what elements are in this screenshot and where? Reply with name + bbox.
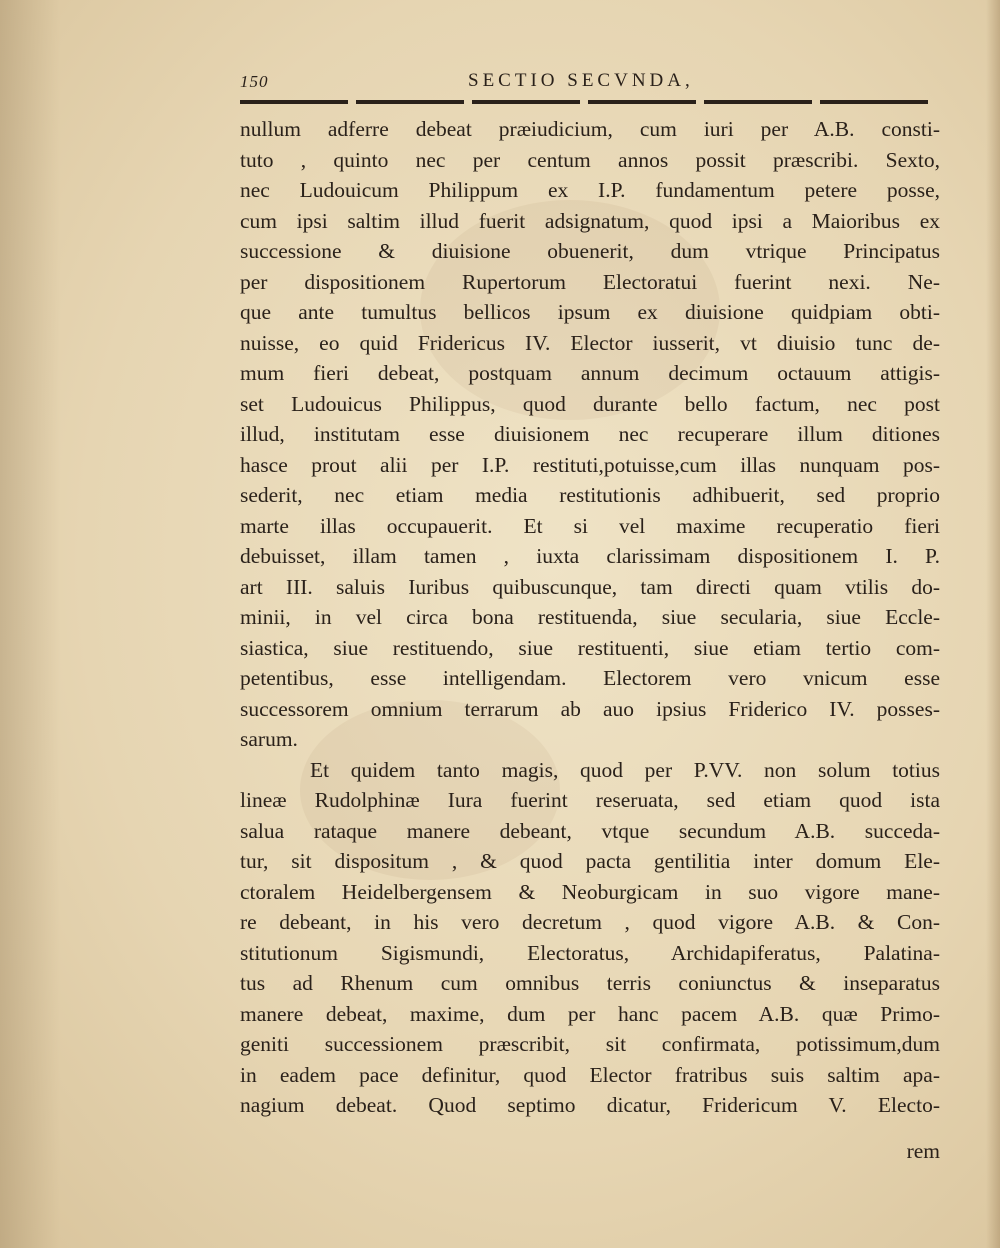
text-line: siastica, siue restituendo, siue restituenti, siue etiam tertio com-: [240, 635, 940, 660]
text-line: art III. saluis Iuribus quibuscunque, tam directi quam vtilis do-: [240, 574, 940, 599]
page-number: 150: [240, 72, 269, 91]
catchword: rem: [906, 1139, 940, 1163]
text-line: re debeant, in his vero decretum , quod vigore A.B. & Con-: [240, 910, 940, 934]
text-line: mum fieri debeat, postquam annum decimum octauum attigis-: [240, 361, 940, 385]
text-line: tur, sit dispositum , & quod pacta gentilitia inter domum Ele-: [240, 849, 940, 873]
text-line: sarum.: [240, 727, 298, 751]
text-line: set Ludouicus Philippus, quod durante bello factum, nec post: [240, 391, 940, 416]
text-line: salua rataque manere debeant, vtque secundum A.B. succeda-: [240, 818, 940, 843]
text-line: nuisse, eo quid Fridericus IV. Elector iusserit, vt diuisio tunc de-: [240, 330, 940, 355]
gutter-shadow: [0, 0, 60, 1248]
running-header: [240, 68, 940, 102]
text-line: lineæ Rudolphinæ Iura fuerint reseruata, sed etiam quod ista: [240, 788, 940, 812]
header-rule: [240, 100, 936, 104]
text-line: minii, in vel circa bona restituenda, siue secularia, siue Eccle-: [240, 605, 940, 629]
text-line: nullum adferre debeat præiudicium, cum iuri per A.B. consti-: [240, 117, 940, 141]
text-line: stitutionum Sigismundi, Electoratus, Archidapiferatus, Palatina-: [240, 940, 940, 965]
text-line: sederit, nec etiam media restitutionis adhibuerit, sed proprio: [240, 483, 940, 507]
text-line: debuisset, illam tamen , iuxta clarissimam dispositionem I. P.: [240, 544, 940, 568]
text-line: geniti successionem præscribit, sit confirmata, potissimum,dum: [240, 1032, 940, 1056]
text-line: nagium debeat. Quod septimo dicatur, Fridericum V. Electo-: [240, 1093, 940, 1117]
body-text: [240, 114, 940, 1121]
text-line: marte illas occupauerit. Et si vel maxime recuperatio fieri: [240, 513, 940, 538]
page-edge: [986, 0, 1000, 1248]
text-line: petentibus, esse intelligendam. Electorem vero vnicum esse: [240, 666, 940, 690]
catchword-row: [240, 1136, 940, 1167]
text-line: successorem omnium terrarum ab auo ipsius Friderico IV. posses-: [240, 696, 940, 721]
text-line: illud, institutam esse diuisionem nec recuperare illum ditiones: [240, 422, 940, 446]
text-line: que ante tumultus bellicos ipsum ex diuisione quidpiam obti-: [240, 300, 940, 324]
text-line: ctoralem Heidelbergensem & Neoburgicam in suo vigore mane-: [240, 879, 940, 904]
text-line: cum ipsi saltim illud fuerit adsignatum, quod ipsi a Maioribus ex: [240, 208, 940, 233]
text-line: tus ad Rhenum cum omnibus terris coniunctus & inseparatus: [240, 971, 940, 995]
text-line: manere debeat, maxime, dum per hanc pacem A.B. quæ Primo-: [240, 1001, 940, 1026]
text-line: successione & diuisione obuenerit, dum vtrique Principatus: [240, 239, 940, 263]
section-title: SECTIO SECVNDA,: [468, 70, 694, 91]
text-line: Et quidem tanto magis, quod per P.VV. non solum totius: [310, 757, 940, 782]
text-line: per dispositionem Rupertorum Electoratui fuerint nexi. Ne-: [240, 269, 940, 294]
text-line: hasce prout alii per I.P. restituti,potuisse,cum illas nunquam pos-: [240, 452, 940, 477]
text-line: in eadem pace definitur, quod Elector fratribus suis saltim apa-: [240, 1062, 940, 1087]
text-line: nec Ludouicum Philippum ex I.P. fundamentum petere posse,: [240, 178, 940, 202]
text-line: tuto , quinto nec per centum annos possit præscribi. Sexto,: [240, 147, 940, 172]
